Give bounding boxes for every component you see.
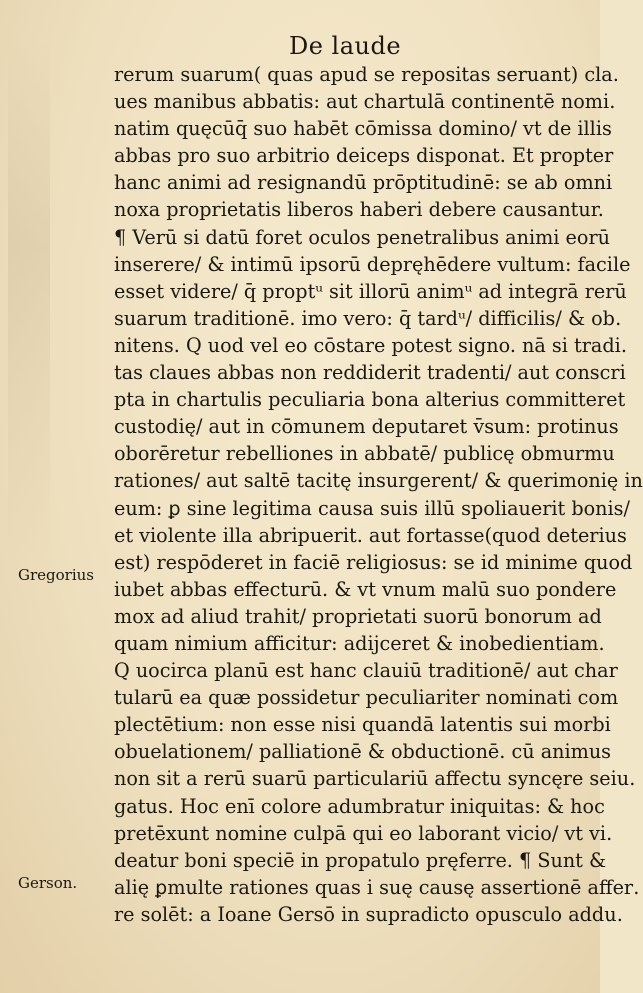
text-line: ¶ Verū si datū foret oculos penetralibus animi eorū	[114, 225, 610, 249]
text-line: pretēxunt nomine culpā qui eo laborant vicio/ vt vi․	[114, 821, 613, 845]
text-line: oborēretur rebelliones in abbatē/ publicę obmurmu	[114, 442, 615, 466]
text-line: non sit a rerū suarū particulariū affectu syncęre seiu․	[114, 767, 636, 791]
marginal-note-gregorius: Gregorius	[18, 566, 94, 584]
text-line: ues manibus abbatis: aut chartulā continentē nomi․	[114, 90, 616, 114]
text-line: deatur boni speciē in propatulo pręferre. ¶ Sunt &	[114, 848, 607, 872]
text-line: obuelationem/ palliationē & obductionē. cū animus	[114, 740, 612, 764]
text-line: eum: ꝑ sine legitima causa suis illū spoliauerit bonis/	[114, 496, 630, 520]
text-line: alię ꝑmulte rationes quas i suę causę assertionē affer․	[114, 875, 640, 899]
text-line: gatus. Hoc enī colore adumbratur iniquitas: & hoc	[114, 794, 605, 818]
text-line: iubet abbas effecturū. & vt vnum malū suo pondere	[114, 577, 617, 601]
text-line: pta in chartulis peculiaria bona alterius committeret	[114, 388, 626, 412]
text-line: custodię/ aut in cōmunem deputaret v̄sum: protinus	[114, 415, 619, 439]
text-line: hanc animi ad resignandū prōptitudinē: se ab omni	[114, 171, 613, 195]
bleed-through-shadow	[8, 40, 50, 560]
text-line: plectētium: non esse nisi quandā latentis sui morbi	[114, 713, 611, 737]
running-title: De laude	[288, 32, 402, 60]
marginal-note-gerson: Gerson.	[18, 874, 78, 892]
text-line: nitens. Q uod vel eo cōstare potest signo. nā si tradi․	[114, 333, 628, 357]
text-line: quam nimium afficitur: adijceret & inobedientiam.	[114, 631, 605, 655]
text-line: abbas pro suo arbitrio deiceps disponat. Et propter	[114, 144, 614, 168]
text-line: tularū ea quæ possidetur peculiariter nominati com	[114, 686, 619, 710]
text-line: Q uocirca planū est hanc clauiū traditionē/ aut char	[114, 659, 618, 683]
body-text-block	[114, 61, 643, 928]
text-line: rerum suarum( quas apud se repositas seruant) cla․	[114, 63, 620, 86]
text-line: inserere/ & intimū ipsorū depręhēdere vultum: facile	[114, 252, 631, 276]
text-line: esset videre/ q̄ proptᵘ sit illorū animᵘ ad integrā rerū	[114, 279, 627, 303]
text-line: et violente illa abripuerit. aut fortasse(quod deterius	[114, 523, 627, 547]
text-line: suarum traditionē. imo vero: q̄ tardᵘ/ difficilis/ & ob․	[114, 306, 622, 330]
text-line: noxa proprietatis liberos haberi debere causantur.	[114, 198, 604, 222]
text-line: natim quęcūq̄ suo habēt cōmissa domino/ vt de illis	[114, 117, 612, 141]
text-line: mox ad aliud trahit/ proprietati suorū bonorum ad	[114, 604, 602, 628]
text-line: rationes/ aut saltē tacitę insurgerent/ & querimonię in	[114, 469, 643, 493]
text-line: re solēt: a Ioane Gersō in supradicto opusculo addu․	[114, 902, 623, 926]
text-line: tas claues abbas non reddiderit tradenti/ aut conscri	[114, 361, 626, 385]
text-line: est) respōderet in faciē religiosus: se id minime quod	[114, 550, 633, 574]
